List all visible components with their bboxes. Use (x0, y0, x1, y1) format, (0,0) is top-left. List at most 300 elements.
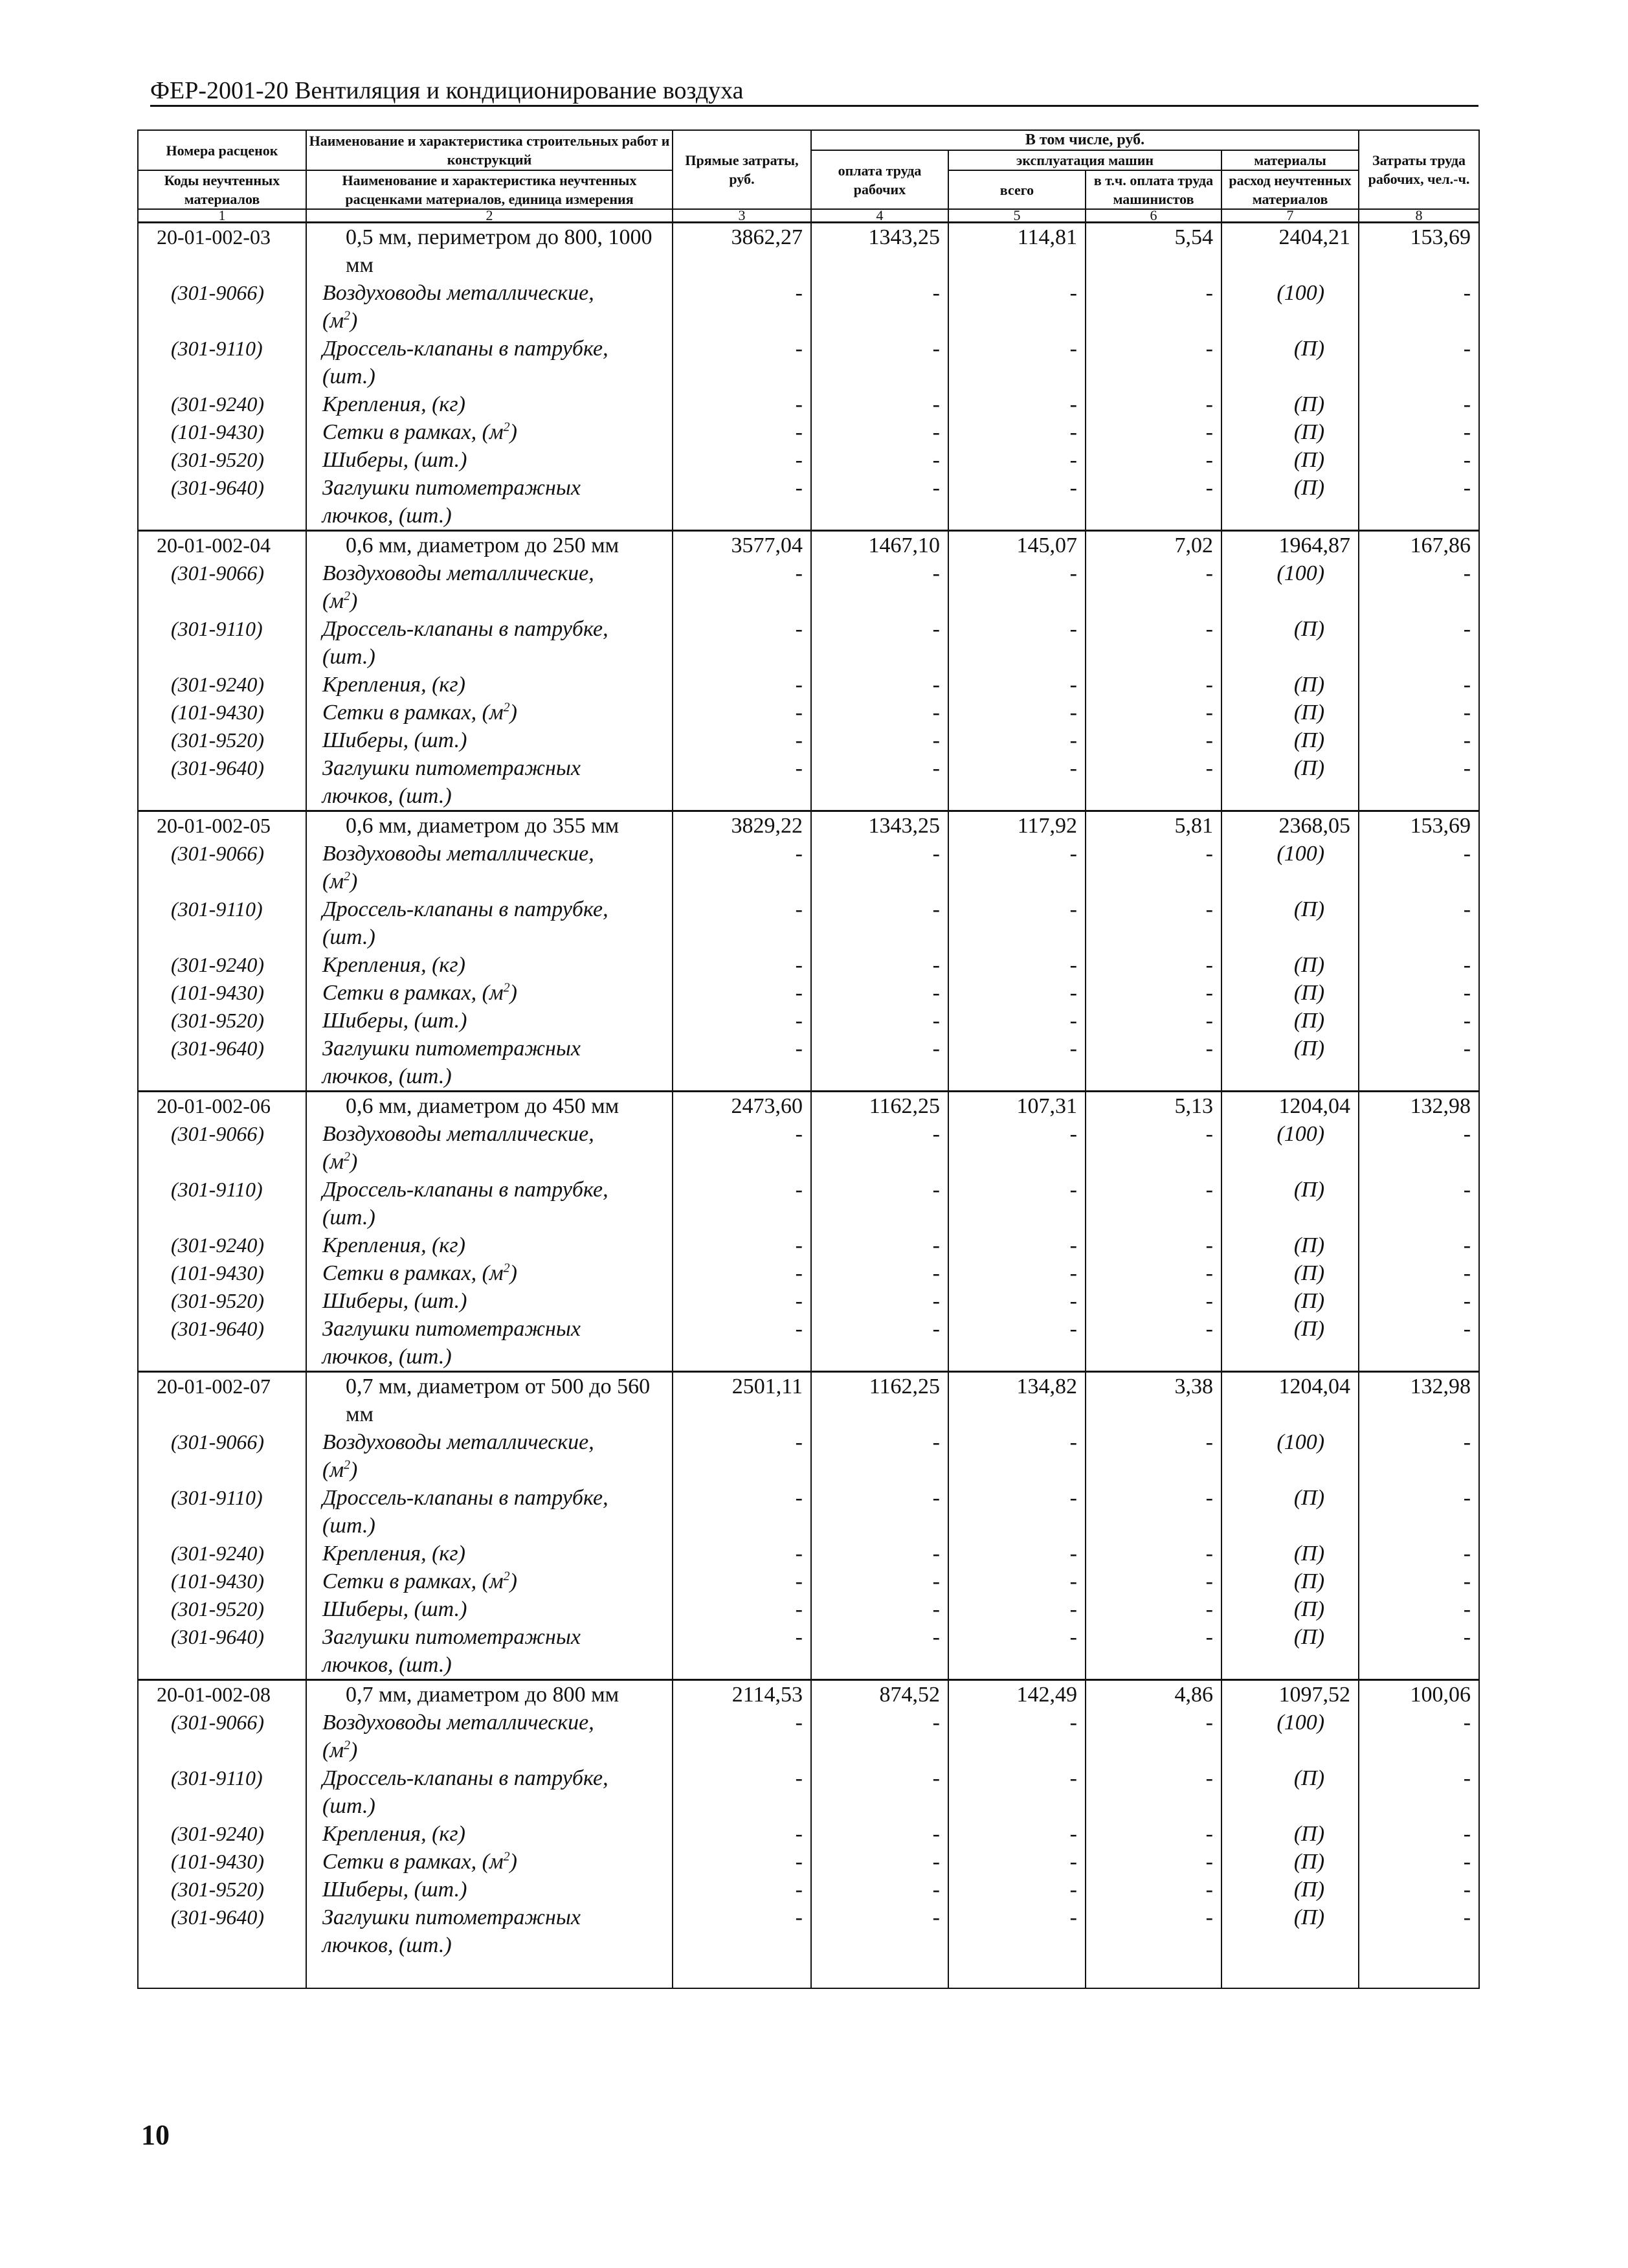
direct-costs-value: - (673, 1903, 811, 1959)
machines-total-value: - (948, 1259, 1086, 1287)
material-name (306, 1820, 673, 1848)
material-name (306, 699, 673, 726)
machinist-pay-value: - (1086, 671, 1221, 699)
material-name (306, 1315, 673, 1372)
table-header (138, 130, 1479, 223)
machinist-pay-value: - (1086, 1231, 1221, 1259)
material-name (306, 979, 673, 1007)
labor-hours-value: - (1359, 418, 1479, 446)
labor-pay-value: - (811, 951, 948, 979)
table-row (138, 418, 1479, 446)
labor-pay-value: - (811, 1231, 948, 1259)
direct-costs-value: - (673, 726, 811, 754)
labor-pay-value: - (811, 1709, 948, 1764)
empty-cell (1086, 1959, 1221, 1988)
table-row (138, 531, 1479, 560)
machinist-pay-value: - (1086, 446, 1221, 474)
materials-value: (П) (1221, 1764, 1359, 1820)
materials-value: (П) (1221, 1903, 1359, 1959)
machines-total-value: - (948, 390, 1086, 418)
superscript: 2 (503, 700, 510, 715)
table-row (138, 335, 1479, 390)
direct-costs-value: 2473,60 (673, 1092, 811, 1121)
machinist-pay-value: - (1086, 699, 1221, 726)
machines-total-value: - (948, 418, 1086, 446)
direct-costs-value: - (673, 1623, 811, 1680)
machines-total-value: - (948, 1120, 1086, 1176)
table-row (138, 1259, 1479, 1287)
material-name-text: Заглушки питометражных (322, 476, 581, 500)
machines-total-value: - (948, 1035, 1086, 1092)
machinist-pay-value: 5,13 (1086, 1092, 1221, 1121)
direct-costs-value: - (673, 1231, 811, 1259)
table-row (138, 1315, 1479, 1372)
material-name-text: Шиберы, (шт.) (322, 1597, 467, 1621)
table-row (138, 223, 1479, 280)
labor-pay-value: - (811, 335, 948, 390)
labor-hours-value: - (1359, 446, 1479, 474)
material-name (306, 1484, 673, 1540)
machinist-pay-value: - (1086, 474, 1221, 531)
header-material-codes: Коды неучтенных материалов (138, 170, 306, 209)
labor-pay-value: - (811, 1428, 948, 1484)
rate-code: 20-01-002-03 (138, 223, 306, 280)
machinist-pay-value: - (1086, 1764, 1221, 1820)
column-number-row (138, 209, 1479, 223)
machinist-pay-value: - (1086, 1903, 1221, 1959)
material-code: (301-9240) (138, 1540, 306, 1567)
material-name-text: Заглушки питометражных (322, 1317, 581, 1341)
labor-pay-value: - (811, 1540, 948, 1567)
header-machine-operation: эксплуатация машин (948, 150, 1221, 170)
machines-total-value: - (948, 895, 1086, 951)
machines-total-value: - (948, 1231, 1086, 1259)
material-name (306, 446, 673, 474)
material-code: (301-9066) (138, 559, 306, 615)
labor-hours-value: - (1359, 979, 1479, 1007)
superscript: 2 (503, 1849, 510, 1864)
material-name (306, 754, 673, 811)
empty-cell (948, 1959, 1086, 1988)
table-row (138, 671, 1479, 699)
material-name (306, 1709, 673, 1764)
machinist-pay-value: - (1086, 1709, 1221, 1764)
material-name-text: Шиберы, (шт.) (322, 1289, 467, 1313)
material-code: (101-9430) (138, 1848, 306, 1876)
machinist-pay-value: - (1086, 1540, 1221, 1567)
direct-costs-value: - (673, 1764, 811, 1820)
machinist-pay-value: - (1086, 1484, 1221, 1540)
labor-hours-value: - (1359, 1623, 1479, 1680)
material-code: (301-9520) (138, 1287, 306, 1315)
table-row (138, 840, 1479, 895)
materials-value: (П) (1221, 390, 1359, 418)
header-work-name: Наименование и характеристика строительных работ и конструкций (306, 130, 673, 170)
direct-costs-value: - (673, 671, 811, 699)
machinist-pay-value: - (1086, 390, 1221, 418)
machines-total-value: 145,07 (948, 531, 1086, 560)
labor-pay-value: - (811, 754, 948, 811)
material-code: (301-9640) (138, 754, 306, 811)
labor-hours-value: - (1359, 1903, 1479, 1959)
empty-cell (138, 1959, 306, 1988)
machines-total-value: - (948, 1903, 1086, 1959)
material-unit-end: ) (350, 1458, 358, 1482)
header-including: В том числе, руб. (811, 130, 1359, 150)
labor-hours-value: - (1359, 1259, 1479, 1287)
material-name (306, 279, 673, 335)
labor-pay-value: - (811, 840, 948, 895)
table-row (138, 1484, 1479, 1540)
labor-hours-value: - (1359, 1820, 1479, 1848)
material-name-text: Крепления, (кг) (322, 1822, 465, 1846)
labor-hours-value: - (1359, 1764, 1479, 1820)
machinist-pay-value: - (1086, 840, 1221, 895)
rate-code: 20-01-002-08 (138, 1680, 306, 1709)
table-row (138, 1876, 1479, 1903)
machines-total-value: - (948, 1595, 1086, 1623)
direct-costs-value: - (673, 699, 811, 726)
materials-value: 1097,52 (1221, 1680, 1359, 1709)
table-row (138, 390, 1479, 418)
material-code: (101-9430) (138, 699, 306, 726)
machines-total-value: - (948, 1623, 1086, 1680)
material-name (306, 840, 673, 895)
material-name (306, 559, 673, 615)
machines-total-value: - (948, 1176, 1086, 1231)
labor-pay-value: 1467,10 (811, 531, 948, 560)
labor-hours-value: - (1359, 1876, 1479, 1903)
labor-hours-value: - (1359, 1120, 1479, 1176)
materials-value: (100) (1221, 1709, 1359, 1764)
table-row (138, 1903, 1479, 1959)
direct-costs-value: - (673, 1709, 811, 1764)
material-code: (301-9640) (138, 1035, 306, 1092)
machines-total-value: - (948, 951, 1086, 979)
machinist-pay-value: - (1086, 1820, 1221, 1848)
empty-cell (1359, 1959, 1479, 1988)
table-row (138, 699, 1479, 726)
table-row (138, 1176, 1479, 1231)
machines-total-value: - (948, 840, 1086, 895)
material-code: (301-9640) (138, 1903, 306, 1959)
direct-costs-value: 3577,04 (673, 531, 811, 560)
table-body (138, 223, 1479, 1989)
page-number: 10 (141, 2119, 170, 2151)
material-code: (301-9110) (138, 615, 306, 671)
superscript: 2 (344, 589, 351, 603)
machines-total-value: - (948, 754, 1086, 811)
material-name-text: Заглушки питометражных (322, 756, 581, 780)
labor-hours-value: - (1359, 671, 1479, 699)
labor-pay-value: 1343,25 (811, 223, 948, 280)
labor-pay-value: - (811, 1120, 948, 1176)
material-name-text: Шиберы, (шт.) (322, 1878, 467, 1902)
labor-hours-value: - (1359, 726, 1479, 754)
material-code: (301-9520) (138, 1595, 306, 1623)
material-name-text: Воздуховоды металлические, (322, 842, 594, 866)
material-name-text: Дроссель-клапаны в патрубке, (322, 1766, 608, 1790)
materials-value: (П) (1221, 979, 1359, 1007)
machines-total-value: - (948, 446, 1086, 474)
labor-hours-value: - (1359, 615, 1479, 671)
machines-total-value: 142,49 (948, 1680, 1086, 1709)
machinist-pay-value: 5,81 (1086, 811, 1221, 840)
direct-costs-value: - (673, 1540, 811, 1567)
material-code: (301-9066) (138, 279, 306, 335)
material-name (306, 1903, 673, 1959)
page-title: ФЕР-2001-20 Вентиляция и кондиционирование воздуха (150, 77, 744, 104)
material-code: (301-9520) (138, 446, 306, 474)
materials-value: (П) (1221, 1035, 1359, 1092)
materials-value: (П) (1221, 418, 1359, 446)
machinist-pay-value: - (1086, 1595, 1221, 1623)
material-code: (301-9066) (138, 1120, 306, 1176)
labor-pay-value: - (811, 1595, 948, 1623)
machines-total-value: - (948, 979, 1086, 1007)
material-code: (301-9066) (138, 1709, 306, 1764)
labor-hours-value: 153,69 (1359, 811, 1479, 840)
material-name-text: Воздуховоды металлические, (322, 1711, 594, 1735)
material-name-text: Сетки в рамках, (м (322, 420, 504, 444)
material-unit: (м (322, 309, 344, 333)
material-unit-end: ) (350, 1738, 358, 1762)
rate-name: 0,6 мм, диаметром до 250 мм (306, 531, 673, 560)
materials-value: (П) (1221, 754, 1359, 811)
direct-costs-value: - (673, 559, 811, 615)
machines-total-value: - (948, 671, 1086, 699)
empty-cell (1221, 1959, 1359, 1988)
direct-costs-value: - (673, 1876, 811, 1903)
table-row (138, 1680, 1479, 1709)
superscript: 2 (344, 869, 351, 884)
machines-total-value: - (948, 1484, 1086, 1540)
material-name (306, 418, 673, 446)
labor-hours-value: - (1359, 559, 1479, 615)
empty-cell (306, 1959, 673, 1988)
labor-pay-value: - (811, 1820, 948, 1848)
labor-pay-value: - (811, 895, 948, 951)
column-number: 7 (1221, 209, 1359, 223)
direct-costs-value: - (673, 335, 811, 390)
direct-costs-value: - (673, 1484, 811, 1540)
material-name (306, 390, 673, 418)
material-name-text: Воздуховоды металлические, (322, 1122, 594, 1146)
table-row (138, 279, 1479, 335)
material-name (306, 1287, 673, 1315)
machines-total-value: - (948, 1315, 1086, 1372)
material-code: (101-9430) (138, 1259, 306, 1287)
table-row (138, 895, 1479, 951)
material-unit: лючков, (шт.) (322, 504, 452, 528)
labor-pay-value: 1162,25 (811, 1092, 948, 1121)
machinist-pay-value: - (1086, 1259, 1221, 1287)
materials-value: 1964,87 (1221, 531, 1359, 560)
materials-value: (П) (1221, 671, 1359, 699)
column-number: 8 (1359, 209, 1479, 223)
rate-name: 0,7 мм, диаметром от 500 до 560 мм (306, 1372, 673, 1429)
material-unit: лючков, (шт.) (322, 1653, 452, 1677)
material-name-end: ) (509, 701, 517, 724)
material-unit: (м (322, 870, 344, 893)
machines-total-value: - (948, 1764, 1086, 1820)
materials-value: (П) (1221, 474, 1359, 531)
labor-pay-value: - (811, 1484, 948, 1540)
material-name-text: Дроссель-клапаны в патрубке, (322, 617, 608, 641)
machines-total-value: 117,92 (948, 811, 1086, 840)
material-name-text: Сетки в рамках, (м (322, 1850, 504, 1874)
materials-value: (П) (1221, 1287, 1359, 1315)
labor-hours-value: - (1359, 1709, 1479, 1764)
material-name-end: ) (509, 1569, 517, 1593)
machines-total-value: - (948, 1848, 1086, 1876)
material-name-text: Крепления, (кг) (322, 953, 465, 977)
machinist-pay-value: - (1086, 951, 1221, 979)
table-row (138, 474, 1479, 531)
labor-hours-value: - (1359, 895, 1479, 951)
table-row (138, 726, 1479, 754)
materials-value: (П) (1221, 895, 1359, 951)
labor-pay-value: - (811, 279, 948, 335)
table-row (138, 1287, 1479, 1315)
materials-value: (П) (1221, 1540, 1359, 1567)
material-name (306, 951, 673, 979)
materials-value: 1204,04 (1221, 1372, 1359, 1429)
labor-hours-value: - (1359, 1176, 1479, 1231)
superscript: 2 (503, 1261, 510, 1275)
labor-pay-value: 1343,25 (811, 811, 948, 840)
machinist-pay-value: - (1086, 1176, 1221, 1231)
labor-pay-value: - (811, 979, 948, 1007)
labor-pay-value: - (811, 1567, 948, 1595)
material-name-text: Дроссель-клапаны в патрубке, (322, 337, 608, 361)
table-row (138, 754, 1479, 811)
material-unit-end: ) (350, 870, 358, 893)
materials-value: 2368,05 (1221, 811, 1359, 840)
superscript: 2 (344, 1149, 351, 1164)
direct-costs-value: 3862,27 (673, 223, 811, 280)
labor-hours-value: - (1359, 335, 1479, 390)
table-row (138, 1567, 1479, 1595)
table-row (138, 1709, 1479, 1764)
direct-costs-value: - (673, 895, 811, 951)
labor-pay-value: - (811, 1176, 948, 1231)
material-name (306, 474, 673, 531)
machines-total-value: - (948, 335, 1086, 390)
material-unit: (м (322, 1150, 344, 1174)
materials-value: (П) (1221, 1848, 1359, 1876)
material-code: (101-9430) (138, 1567, 306, 1595)
machines-total-value: - (948, 615, 1086, 671)
direct-costs-value: - (673, 1315, 811, 1372)
material-unit: (м (322, 589, 344, 613)
labor-hours-value: - (1359, 840, 1479, 895)
labor-hours-value: - (1359, 1035, 1479, 1092)
labor-hours-value: - (1359, 1007, 1479, 1035)
direct-costs-value: - (673, 1428, 811, 1484)
material-code: (301-9110) (138, 895, 306, 951)
materials-value: (П) (1221, 1595, 1359, 1623)
material-unit: лючков, (шт.) (322, 1064, 452, 1088)
material-name (306, 1259, 673, 1287)
material-name-text: Сетки в рамках, (м (322, 1261, 504, 1285)
labor-pay-value: - (811, 1876, 948, 1903)
material-name (306, 615, 673, 671)
table-row (138, 1428, 1479, 1484)
material-name-end: ) (509, 1850, 517, 1874)
table-row (138, 951, 1479, 979)
labor-hours-value: - (1359, 1231, 1479, 1259)
table-row (138, 1820, 1479, 1848)
rate-name: 0,7 мм, диаметром до 800 мм (306, 1680, 673, 1709)
materials-value: (П) (1221, 1623, 1359, 1680)
table-row (138, 615, 1479, 671)
material-name (306, 1231, 673, 1259)
header-unaccounted-materials: расход неучтенных материалов (1221, 170, 1359, 209)
column-number: 1 (138, 209, 306, 223)
superscript: 2 (344, 1457, 351, 1472)
title-rule (150, 105, 1478, 107)
machinist-pay-value: - (1086, 1623, 1221, 1680)
material-unit-end: ) (350, 1150, 358, 1174)
labor-hours-value: 132,98 (1359, 1092, 1479, 1121)
material-name-text: Воздуховоды металлические, (322, 1430, 594, 1454)
header-material-name: Наименование и характеристика неучтенных расценками материалов, единица измерения (306, 170, 673, 209)
header-materials: материалы (1221, 150, 1359, 170)
labor-pay-value: - (811, 1623, 948, 1680)
direct-costs-value: 3829,22 (673, 811, 811, 840)
material-name-text: Заглушки питометражных (322, 1037, 581, 1061)
material-name-text: Заглушки питометражных (322, 1905, 581, 1929)
labor-hours-value: - (1359, 279, 1479, 335)
material-name-end: ) (509, 420, 517, 444)
machines-total-value: - (948, 699, 1086, 726)
rate-name: 0,5 мм, периметром до 800, 1000 мм (306, 223, 673, 280)
material-name (306, 1848, 673, 1876)
superscript: 2 (503, 420, 510, 434)
material-code: (301-9640) (138, 1315, 306, 1372)
machines-total-value: 134,82 (948, 1372, 1086, 1429)
direct-costs-value: - (673, 979, 811, 1007)
labor-hours-value: - (1359, 474, 1479, 531)
labor-pay-value: - (811, 1848, 948, 1876)
machinist-pay-value: - (1086, 1287, 1221, 1315)
machines-total-value: - (948, 559, 1086, 615)
materials-value: (П) (1221, 951, 1359, 979)
material-name (306, 1120, 673, 1176)
material-unit: лючков, (шт.) (322, 1345, 452, 1369)
material-name (306, 671, 673, 699)
direct-costs-value: - (673, 1176, 811, 1231)
labor-pay-value: - (811, 671, 948, 699)
direct-costs-value: - (673, 1567, 811, 1595)
machinist-pay-value: - (1086, 1035, 1221, 1092)
machinist-pay-value: - (1086, 754, 1221, 811)
material-code: (301-9520) (138, 726, 306, 754)
labor-hours-value: - (1359, 1595, 1479, 1623)
material-unit: (шт.) (322, 365, 375, 388)
rate-code: 20-01-002-07 (138, 1372, 306, 1429)
material-name-text: Сетки в рамках, (м (322, 981, 504, 1005)
labor-hours-value: - (1359, 951, 1479, 979)
header-labor-costs: Затраты труда рабочих, чел.-ч. (1359, 130, 1479, 209)
material-code: (301-9240) (138, 390, 306, 418)
rate-name: 0,6 мм, диаметром до 450 мм (306, 1092, 673, 1121)
direct-costs-value: - (673, 418, 811, 446)
table-row (138, 1372, 1479, 1429)
materials-value: 2404,21 (1221, 223, 1359, 280)
materials-value: (П) (1221, 1315, 1359, 1372)
